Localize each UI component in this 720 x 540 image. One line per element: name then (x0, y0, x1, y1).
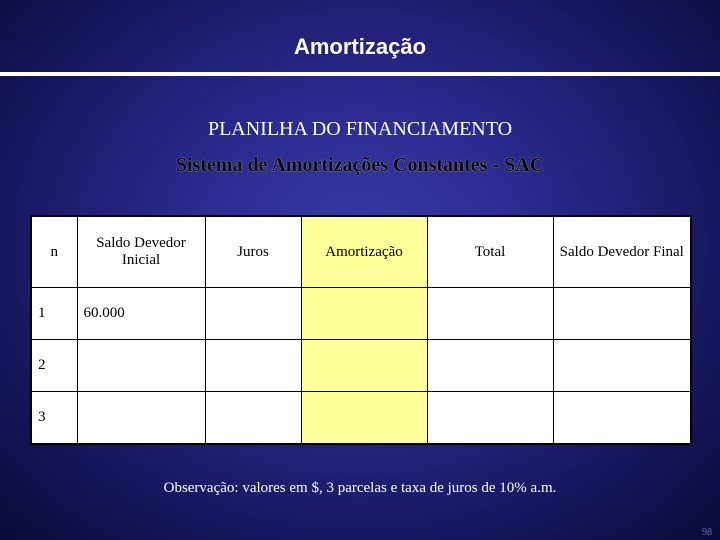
cell-total (427, 288, 553, 340)
cell-saldo-final (553, 340, 691, 392)
table-row (31, 288, 691, 340)
cell-amortizacao (301, 340, 427, 392)
page-number: 98 (702, 527, 712, 538)
cell-n: 3 (31, 392, 77, 445)
col-header-saldo-final: Saldo Devedor Final (553, 216, 691, 288)
cell-n: 2 (31, 340, 77, 392)
col-header-saldo-inicial: Saldo Devedor Inicial (77, 216, 205, 288)
cell-total (427, 340, 553, 392)
financing-table (30, 215, 692, 445)
cell-saldo-inicial (77, 392, 205, 445)
observation-note: Observação: valores em $, 3 parcelas e taxa de juros de 10% a.m. (163, 480, 557, 496)
table-heading: PLANILHA DO FINANCIAMENTO (207, 118, 513, 140)
col-header-n: n (31, 216, 77, 288)
slide-title: Amortização (293, 34, 427, 59)
table-row (31, 340, 691, 392)
cell-total (427, 392, 553, 445)
cell-juros (205, 340, 301, 392)
cell-saldo-final (553, 392, 691, 445)
cell-juros (205, 288, 301, 340)
cell-juros (205, 392, 301, 445)
cell-amortizacao (301, 288, 427, 340)
col-header-total: Total (427, 216, 553, 288)
col-header-amortizacao: Amortização (301, 216, 427, 288)
cell-saldo-inicial: 60.000 (77, 288, 205, 340)
cell-saldo-final (553, 288, 691, 340)
col-header-juros: Juros (205, 216, 301, 288)
table-subheading: Sistema de Amortizações Constantes - SAC (175, 154, 545, 176)
title-divider (0, 72, 720, 76)
cell-saldo-inicial (77, 340, 205, 392)
cell-amortizacao (301, 392, 427, 445)
cell-n: 1 (31, 288, 77, 340)
table-row (31, 392, 691, 445)
table-header-row (31, 216, 691, 288)
